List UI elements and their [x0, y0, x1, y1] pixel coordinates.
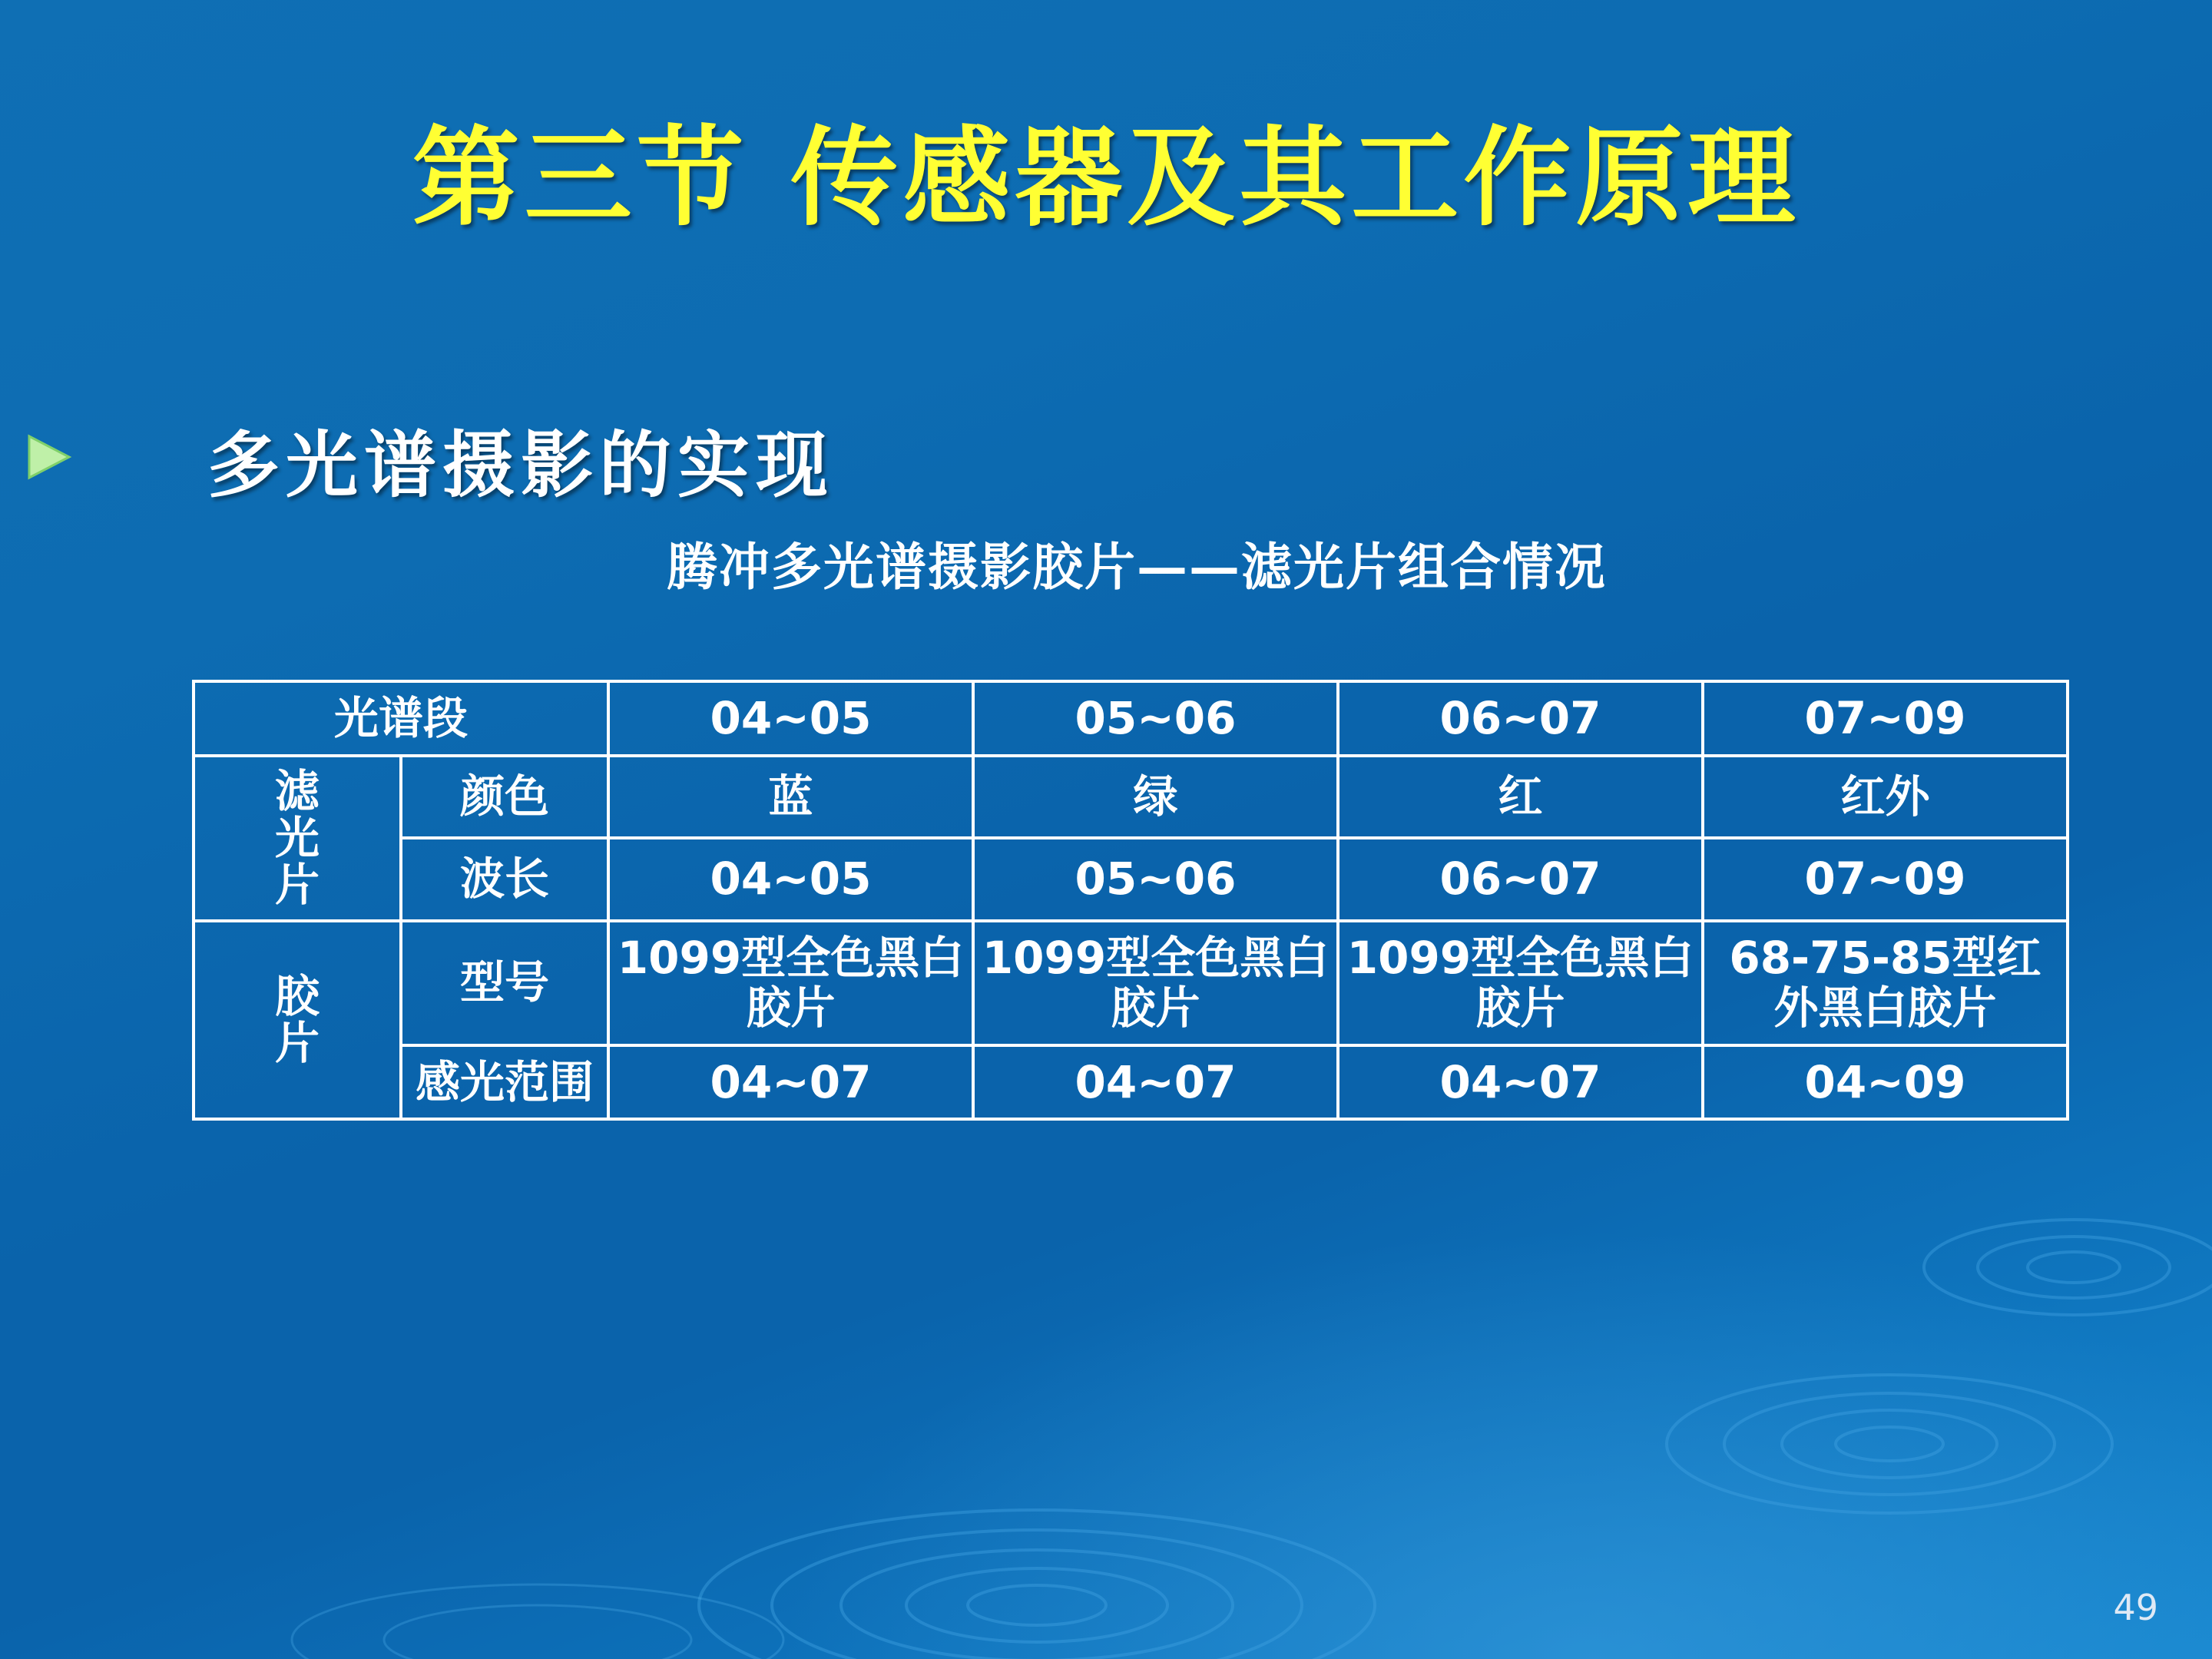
header-band-3: 06~07: [1338, 681, 1703, 756]
cell-model-1: 1099型全色黑白胶片: [608, 921, 973, 1045]
group-label-filter: 滤 光 片: [194, 756, 401, 921]
spectrum-filter-table: [192, 680, 2069, 1121]
table-row: [194, 921, 2068, 1045]
cell-wavelength-2: 05~06: [973, 838, 1338, 920]
table-row: [194, 1045, 2068, 1120]
cell-wavelength-4: 07~09: [1703, 838, 2068, 920]
cell-color-3: 红: [1338, 756, 1703, 838]
row-label-color: 颜色: [401, 756, 608, 838]
cell-model-2: 1099型全色黑白胶片: [973, 921, 1338, 1045]
cell-model-3: 1099型全色黑白胶片: [1338, 921, 1703, 1045]
decorative-ripples: [0, 1075, 2212, 1659]
table-row: [194, 681, 2068, 756]
cell-sensitivity-2: 04~07: [973, 1045, 1338, 1120]
cell-sensitivity-4: 04~09: [1703, 1045, 2068, 1120]
page-title: 第三节 传感器及其工作原理: [412, 115, 1800, 241]
header-spectral-band: 光谱段: [194, 681, 608, 756]
arrow-bullet-icon: [22, 430, 75, 484]
cell-sensitivity-1: 04~07: [608, 1045, 973, 1120]
row-label-sensitivity-range: 感光范围: [401, 1045, 608, 1120]
cell-wavelength-1: 04~05: [608, 838, 973, 920]
row-label-model: 型号: [401, 921, 608, 1045]
header-band-1: 04~05: [608, 681, 973, 756]
cell-color-1: 蓝: [608, 756, 973, 838]
page-number: 49: [2113, 1587, 2158, 1628]
table-row: [194, 838, 2068, 920]
cell-color-2: 绿: [973, 756, 1338, 838]
cell-model-4: 68-75-85型红外黑白胶片: [1703, 921, 2068, 1045]
table-row: [194, 756, 2068, 838]
bullet-row: [0, 407, 2212, 508]
cell-color-4: 红外: [1703, 756, 2068, 838]
group-label-film: 胶 片: [194, 921, 401, 1120]
header-band-2: 05~06: [973, 681, 1338, 756]
row-label-wavelength: 波长: [401, 838, 608, 920]
cell-wavelength-3: 06~07: [1338, 838, 1703, 920]
cell-sensitivity-3: 04~07: [1338, 1045, 1703, 1120]
header-band-4: 07~09: [1703, 681, 2068, 756]
table-caption: 腾冲多光谱摄影胶片——滤光片组合情况: [667, 537, 1607, 597]
bullet-text: 多光谱摄影的实现: [207, 423, 835, 508]
